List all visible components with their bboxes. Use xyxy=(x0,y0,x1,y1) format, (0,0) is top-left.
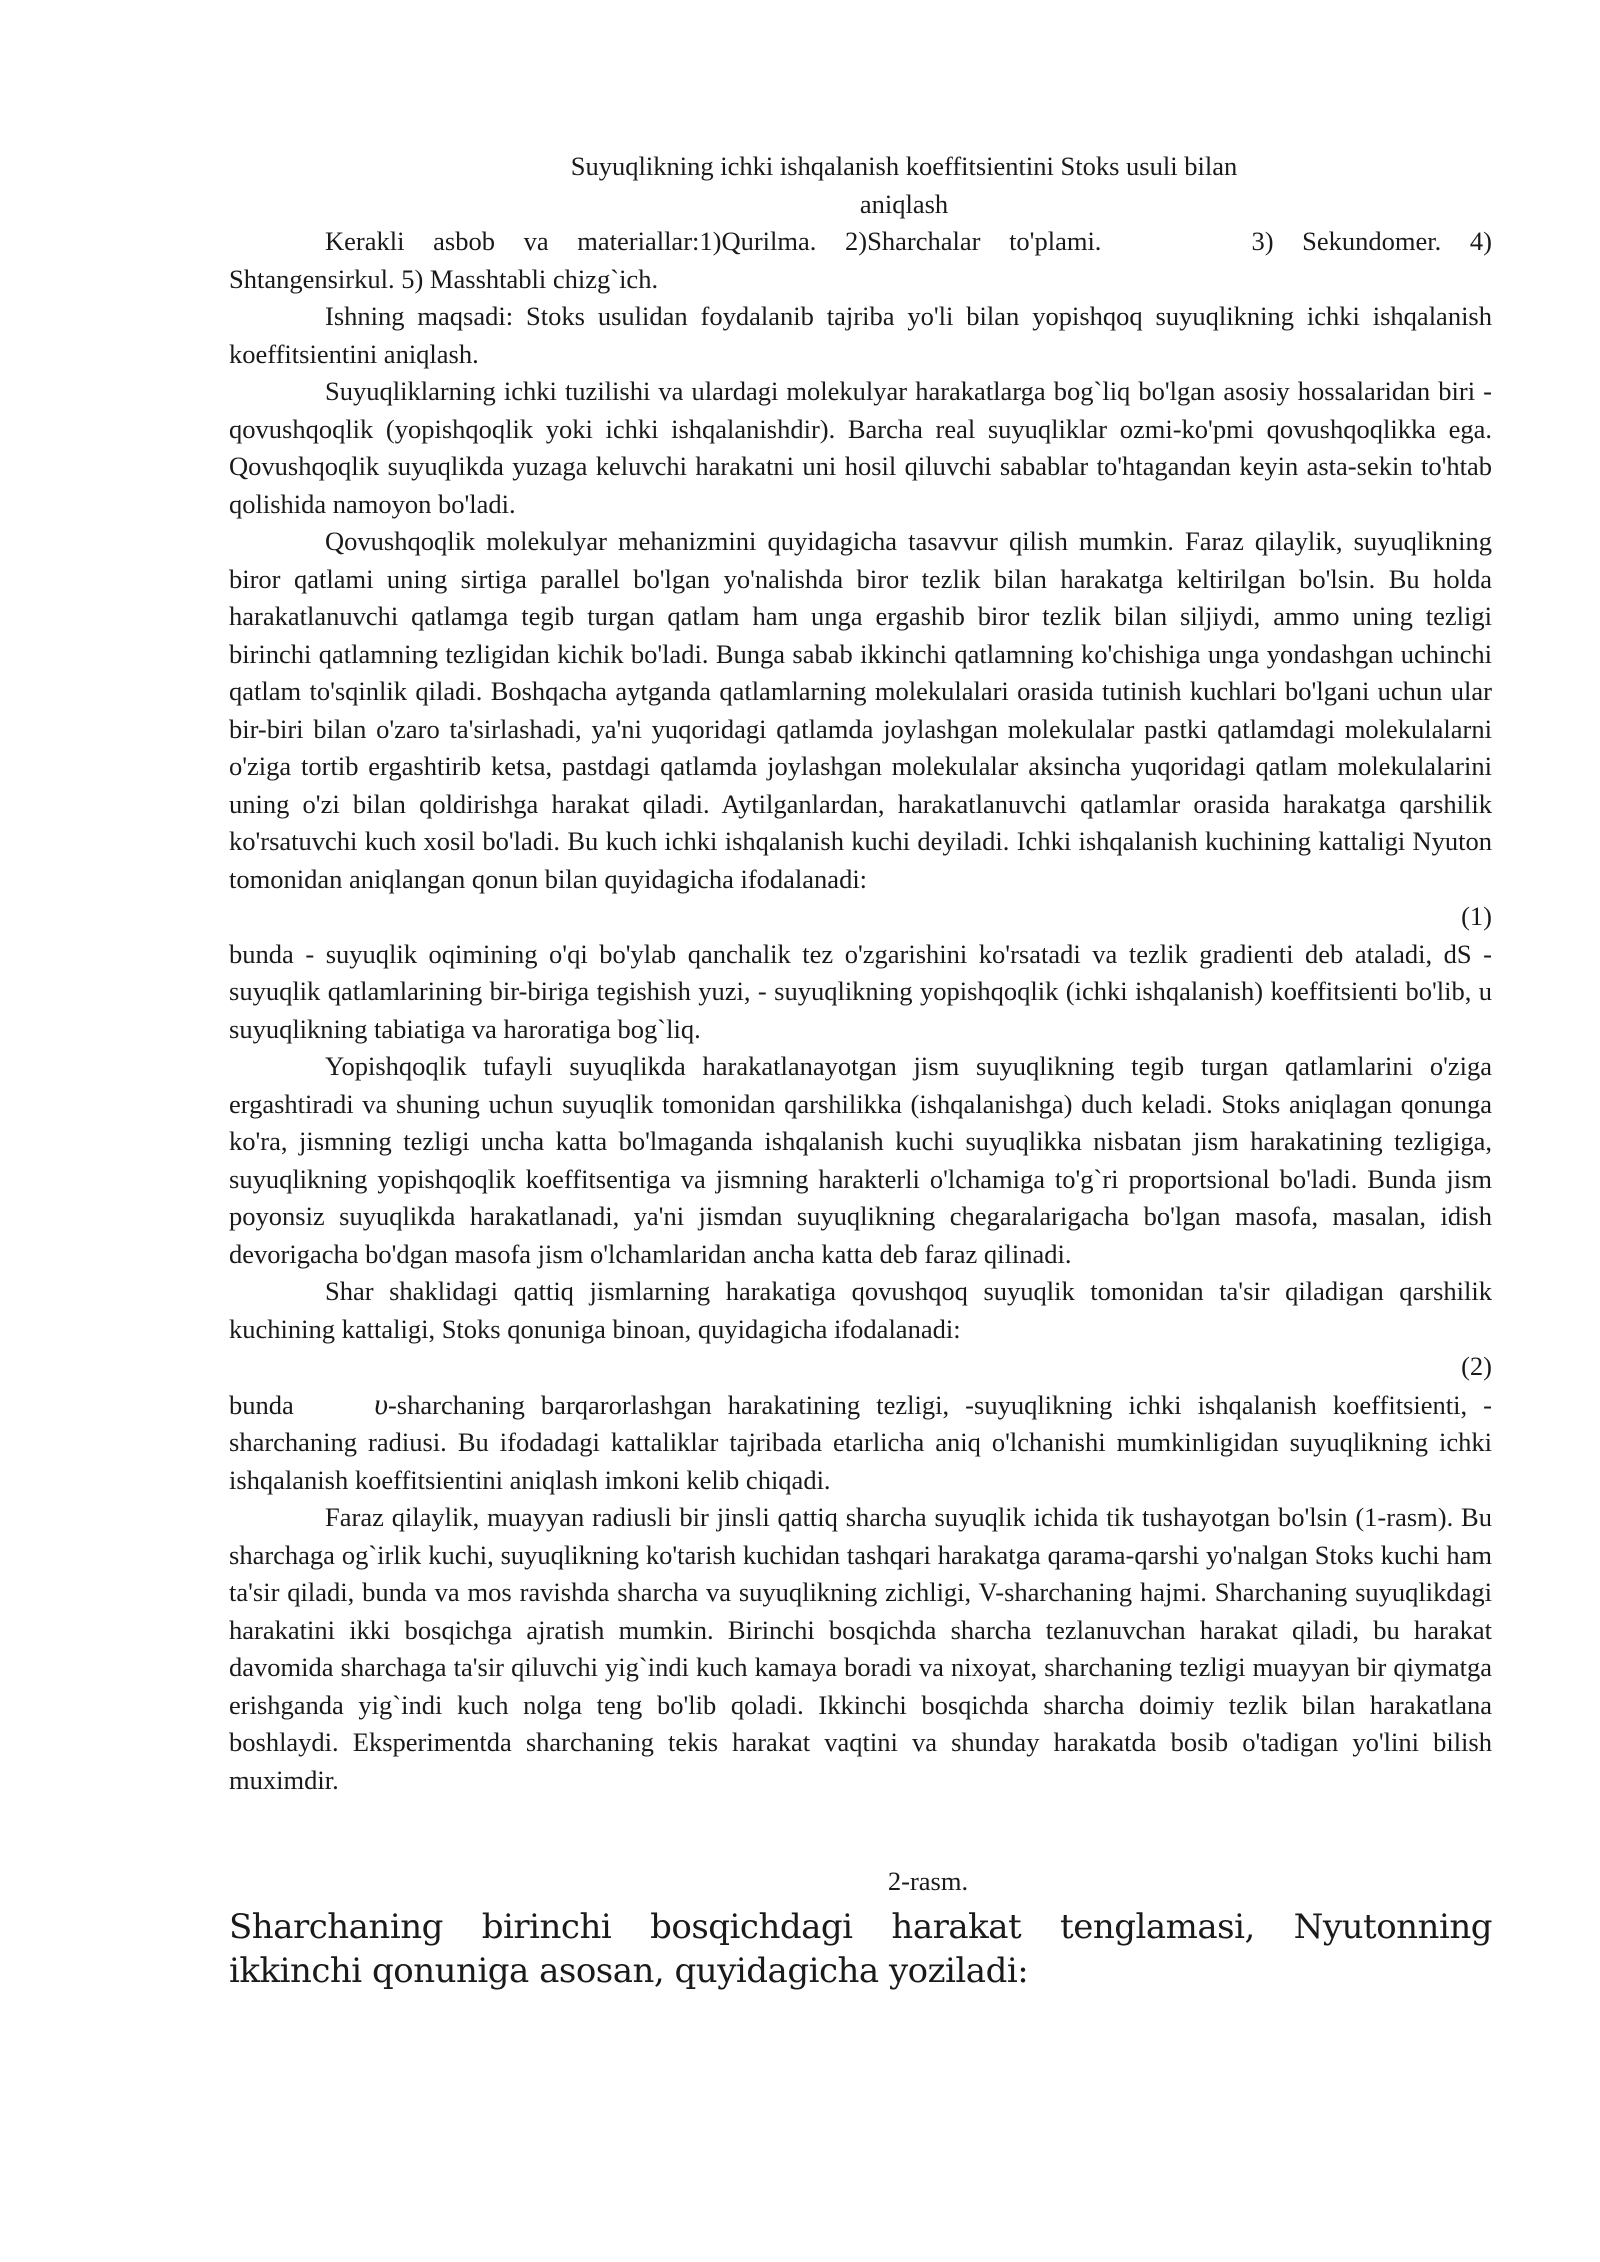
materials-part-2: 3) Sekundomer. 4) Shtangensirkul. 5) Masshtabli chizg`ich. xyxy=(229,226,1493,294)
paragraph-viscosity-intro: Suyuqliklarning ichki tuzilishi va ulardagi molekulyar harakatlarga bog`liq bo'lgan asosiy hossalaridan biri - qovushqoqlik (yopishqoqlik yoki ichki ishqalanishdir). Barcha real suyuqliklar ozmi-ko'pmi qovushqoqlikka ega. Qovushqoqlik suyuqlikda yuzaga keluvchi harakatni uni hosil qiluvchi sabablar to'htagandan keyin asta-sekin to'htab qolishida namoyon bo'ladi. xyxy=(229,376,1492,519)
equation-1-label: (1) xyxy=(1461,901,1492,931)
para6-lead: bunda xyxy=(229,1389,294,1420)
paragraph-molecular-mechanism: Qovushqoqlik molekulyar mehanizmini quyidagicha tasavvur qilish mumkin. Faraz qilaylik, suyuqlikning biror qatlami uning sirtiga parallel bo'lgan yo'nalishda biror tezlik bilan harakatga keltirilgan bo'lsin. Bu holda harakatlanuvchi qatlamga tegib turgan qatlam ham unga ergashib biror tezlik bilan siljiydi, ammo uning tezligi birinchi qatlamning tezligidan kichik bo'ladi. Bunga sabab ikkinchi qatlamning ko'chishiga unga yondashgan uchinchi qatlam to'sqinlik qiladi. Boshqacha aytganda qatlamlarning molekulalari orasida tutinish kuchlari bo'lgani uchun ular bir-biri bilan o'zaro ta'sirlashadi, ya'ni yuqoridagi qatlamda joylashgan molekulalar pastki qatlamdagi molekulalarni o'ziga tortib ergashtirib ketsa, pastdagi qatlamda joylashgan molekulalar aksincha yuqoridagi qatlam molekulalarini uning o'zi bilan qoldirishga harakat qiladi. Aytilganlardan, harakatlanuvchi qatlamlar orasida harakatga qarshilik ko'rsatuvchi kuch xosil bo'ladi. Bu kuch ichki ishqalanish kuchi deyiladi. Ichki ishqalanish kuchining kattaligi Nyuton tomonidan aniqlangan qonun bilan quyidagicha ifodalanadi: xyxy=(229,526,1492,894)
velocity-symbol: υ xyxy=(374,1387,388,1421)
para6-rest: -sharchaning barqarorlashgan harakatining tezligi, -suyuqlikning ichki ishqalanish koeffitsienti, -sharchaning radiusi. Bu ifodadagi kattaliklar tajribada etarlicha aniq o'lchanishi mumkinligidan suyuqlikning ichki ishqalanish koeffitsientini aniqlash imkoni kelib chiqadi. xyxy=(229,1389,1493,1495)
document-title xyxy=(316,148,1492,223)
figure-caption: 2-rasm. xyxy=(887,1866,969,1896)
equation-2-label: (2) xyxy=(1461,1351,1492,1381)
paragraph-falling-sphere: Faraz qilaylik, muayyan radiusli bir jinsli qattiq sharcha suyuqlik ichida tik tushayotgan bo'lsin (1-rasm). Bu sharchaga og`irlik kuchi, suyuqlikning ko'tarish kuchidan tashqari harakatga qarama-qarshi yo'nalgan Stoks kuchi ham ta'sir qiladi, bunda va mos ravishda sharcha va suyuqlikning zichligi, V-sharchaning hajmi. Sharchaning suyuqlikdagi harakatini ikki bosqichga ajratish mumkin. Birinchi bosqichda sharcha tezlanuvchan harakat qiladi, bu harakat davomida sharchaga ta'sir qiluvchi yig`indi kuch kamaya boradi va nixoyat, sharchaning tezligi muayyan bir qiymatga erishganda yig`indi kuch nolga teng bo'lib qoladi. Ikkinchi bosqichda sharcha doimiy tezlik bilan harakatlana boshlaydi. Eksperimentda sharchaning tekis harakat vaqtini va shunday harakatda bosib o'tadigan yo'lini bilish muximdir. xyxy=(229,1502,1492,1795)
paragraph-equation-2-explanation xyxy=(229,1386,1492,1500)
goal-paragraph: Ishning maqsadi: Stoks usulidan foydalanib tajriba yo'li bilan yopishqoq suyuqlikning ichki ishqalanish koeffitsientini aniqlash. xyxy=(229,301,1492,369)
paragraph-sphere-resistance: Shar shaklidagi qattiq jismlarning harakatiga qovushqoq suyuqlik tomonidan ta'sir qiladigan qarshilik kuchining kattaligi, Stoks qonuniga binoan, quyidagicha ifodalanadi: xyxy=(229,1276,1492,1344)
paragraph-equation-1-explanation: bunda - suyuqlik oqimining o'qi bo'ylab qanchalik tez o'zgarishini ko'rsatadi va tezlik gradienti deb ataladi, dS - suyuqlik qatlamlarining bir-biriga tegishish yuzi, - suyuqlikning yopishqoqlik (ichki ishqalanish) koeffitsienti bo'lib, u suyuqlikning tabiatiga va haroratiga bog`liq. xyxy=(229,938,1492,1044)
paragraph-stokes-law: Yopishqoqlik tufayli suyuqlikda harakatlanayotgan jism suyuqlikning tegib turgan qatlamlarini o'ziga ergashtiradi va shuning uchun suyuqlik tomonidan qarshilikka (ishqalanishga) duch keladi. Stoks aniqlagan qonunga ko'ra, jismning tezligi uncha katta bo'lmaganda ishqalanish kuchi suyuqlikka nisbatan jism harakatining tezligiga, suyuqlikning yopishqoqlik koeffitsentiga va jismning harakterli o'lchamiga to'g`ri proportsional bo'ladi. Bunda jism poyonsiz suyuqlikda harakatlanadi, ya'ni jismdan suyuqlikning chegaralarigacha bo'lgan masofa, masalan, idish devorigacha bo'dgan masofa jism o'lchamlaridan ancha katta deb faraz qilinadi. xyxy=(229,1051,1492,1269)
title-line-2: aniqlash xyxy=(859,188,949,219)
document-page xyxy=(229,148,1492,1993)
materials-part-1: Kerakli asbob va materiallar:1)Qurilma. 2)Sharchalar to'plami. xyxy=(325,226,1102,256)
title-line-1: Suyuqlikning ichki ishqalanish koeffitsientini Stoks usuli bilan xyxy=(570,151,1238,181)
final-paragraph: Sharchaning birinchi bosqichdagi harakat tenglamasi, Nyutonning ikkinchi qonuniga asosan, quyidagicha yoziladi: xyxy=(229,1906,1492,1991)
materials-paragraph xyxy=(229,223,1492,298)
